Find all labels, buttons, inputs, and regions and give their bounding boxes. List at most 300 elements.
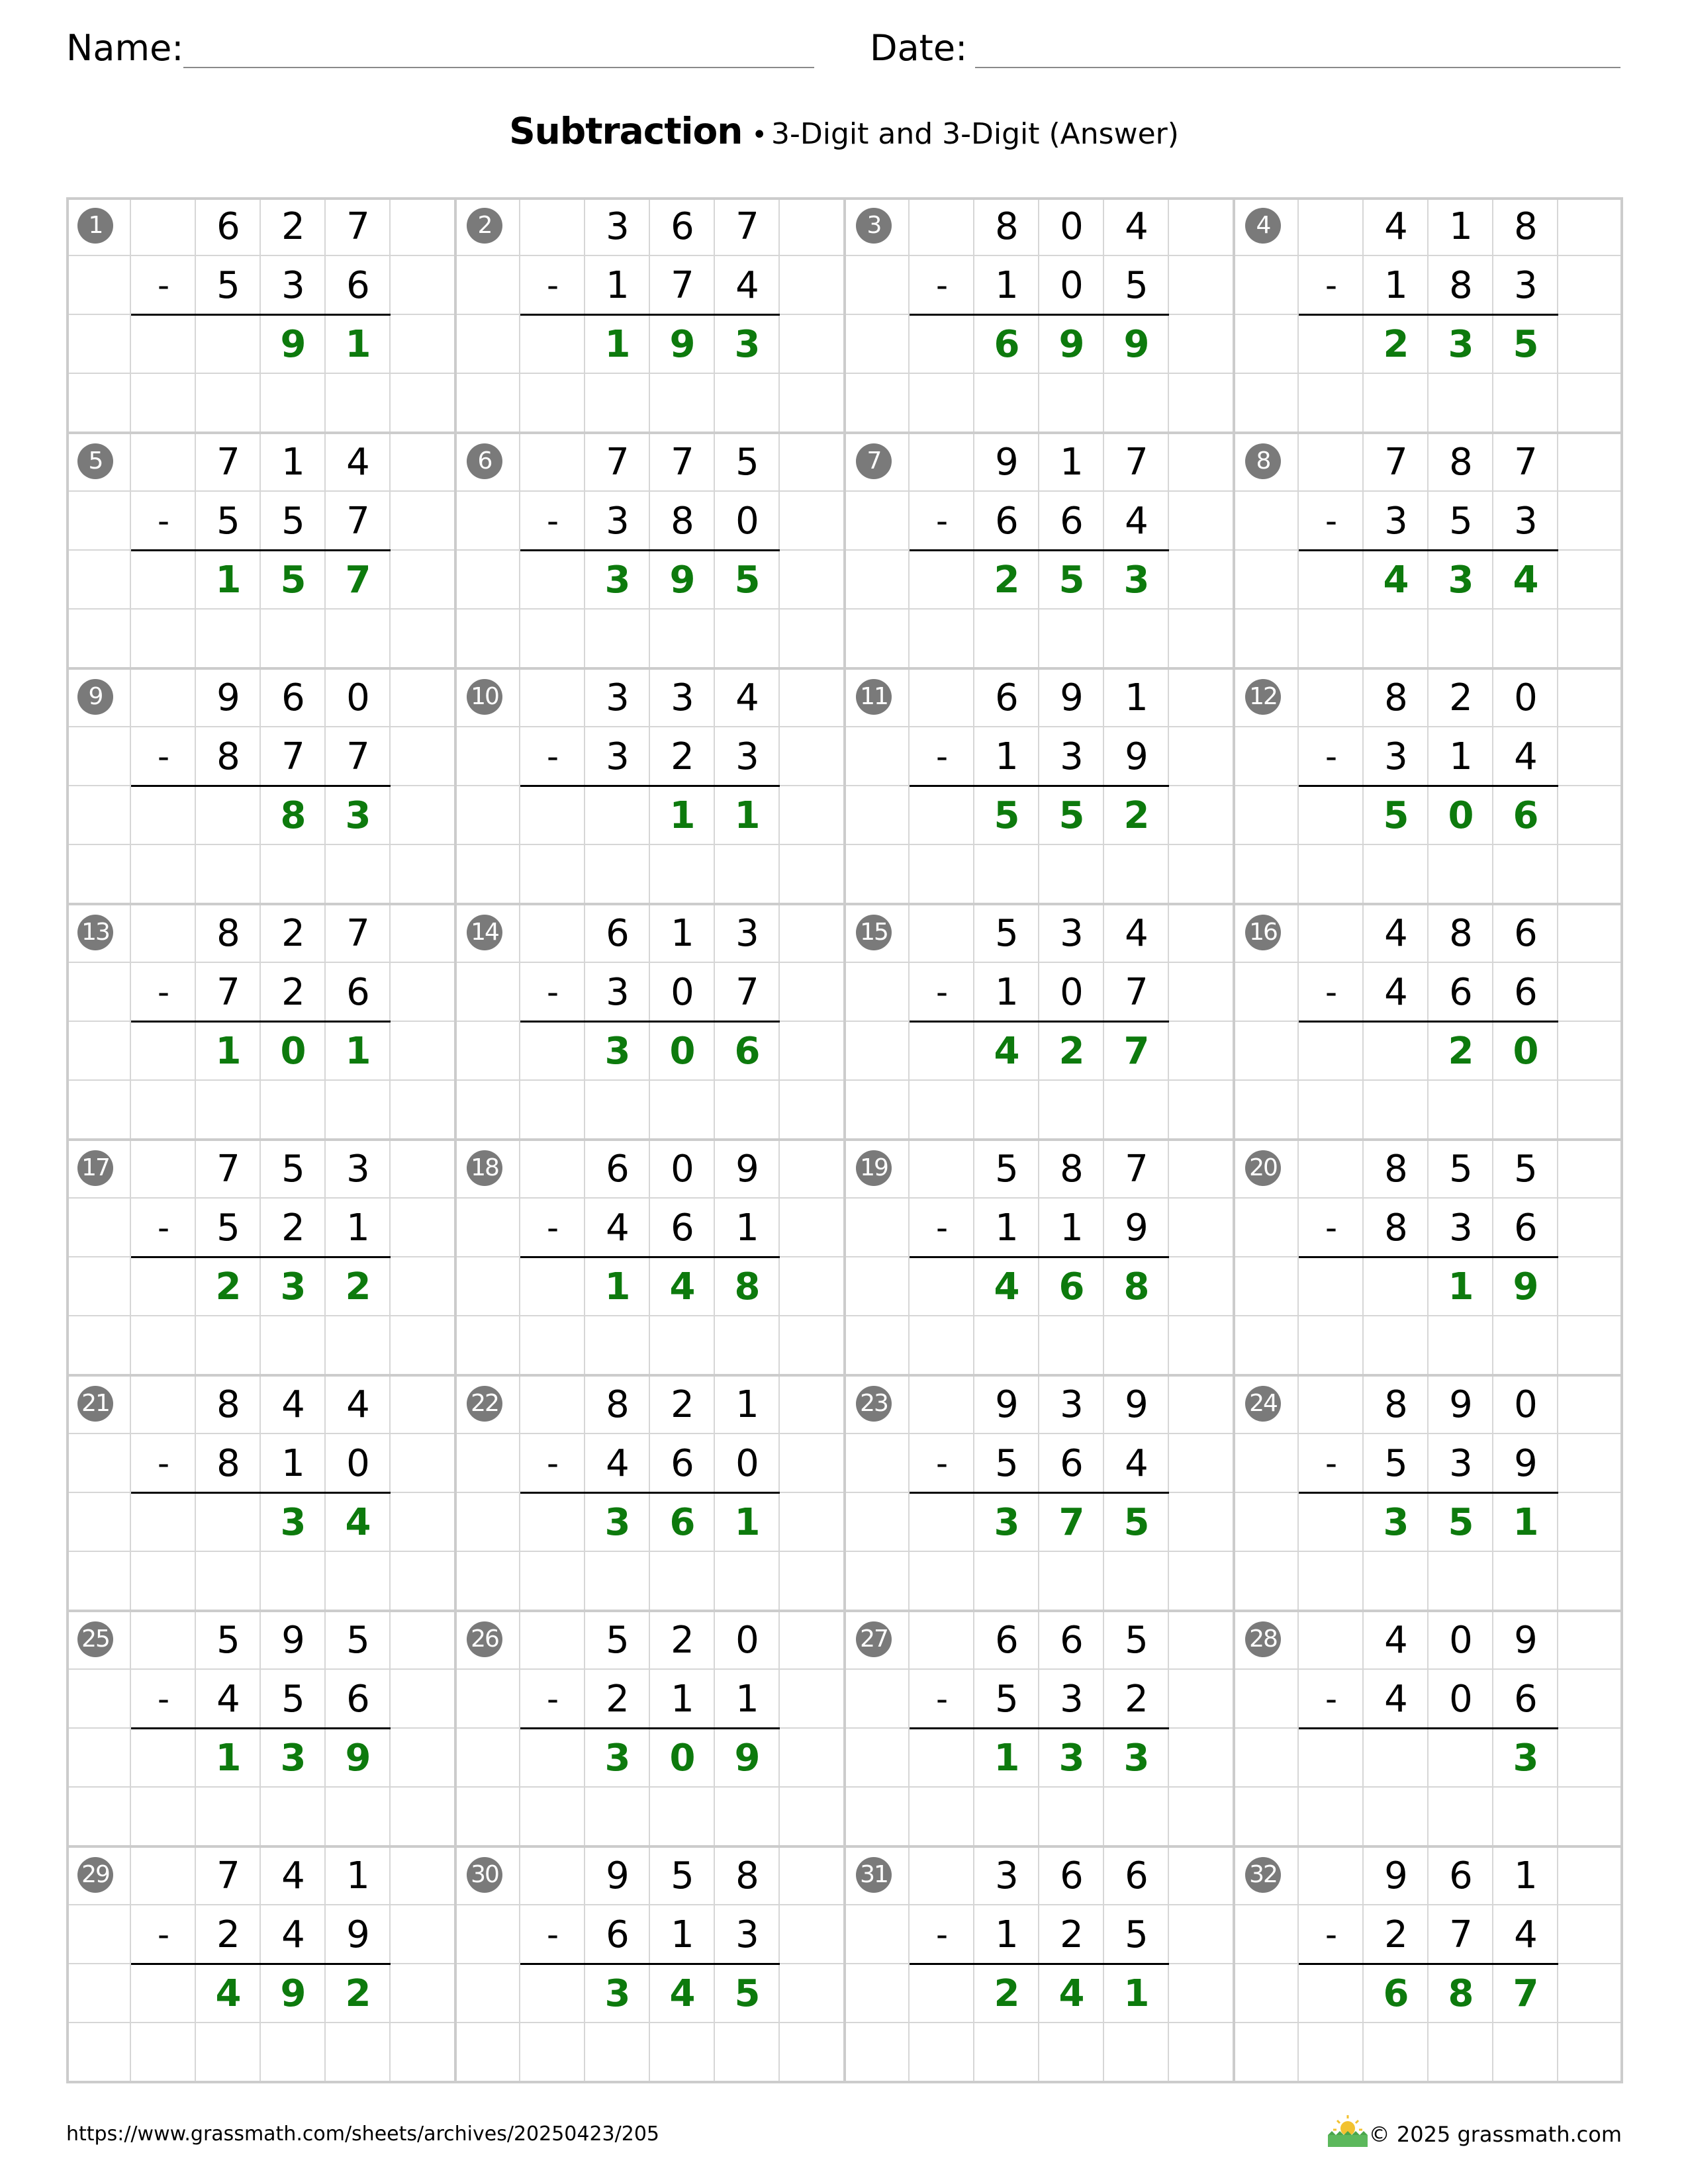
- minuend-digit: 6: [216, 205, 240, 248]
- minuend-digit: 9: [281, 1619, 305, 1662]
- subtrahend-digit: 7: [216, 971, 240, 1014]
- answer-digit: 4: [345, 1501, 371, 1544]
- subtrahend-digit: 1: [995, 1913, 1019, 1956]
- minuend-digit: 8: [995, 205, 1019, 248]
- minuend-digit: 7: [735, 205, 759, 248]
- problem-number-badge: 10: [467, 679, 502, 715]
- answer-digit: 6: [669, 1501, 696, 1544]
- minuend-digit: 3: [995, 1854, 1019, 1897]
- minuend-digit: 5: [346, 1619, 370, 1662]
- answer-digit: 9: [345, 1737, 371, 1780]
- subtrahend-digit: 2: [1125, 1678, 1149, 1721]
- problem-1: [66, 197, 455, 433]
- problem-11: [845, 668, 1234, 904]
- problem-number-badge: 30: [467, 1857, 502, 1893]
- subtrahend-digit: 3: [1060, 735, 1084, 778]
- subtrahend-digit: 8: [671, 500, 694, 543]
- subtrahend-digit: 8: [1384, 1206, 1408, 1250]
- problem-26: [455, 1611, 845, 1846]
- minuend-digit: 7: [346, 912, 370, 955]
- minuend-digit: 4: [1125, 912, 1149, 955]
- answer-digit: 0: [669, 1030, 696, 1073]
- answer-digit: 1: [669, 794, 696, 837]
- minuend-digit: 8: [1449, 912, 1473, 955]
- subtrahend-digit: 1: [281, 1442, 305, 1485]
- minus-sign: -: [157, 1444, 170, 1482]
- minuend-digit: 5: [671, 1854, 694, 1897]
- minuend-digit: 4: [1384, 912, 1408, 955]
- minuend-digit: 7: [1125, 441, 1149, 484]
- subtrahend-digit: 2: [1384, 1913, 1408, 1956]
- minuend-digit: 5: [1514, 1148, 1538, 1191]
- minuend-digit: 6: [995, 676, 1019, 719]
- minuend-digit: 2: [1449, 676, 1473, 719]
- subtrahend-digit: 4: [1125, 500, 1149, 543]
- answer-digit: 4: [215, 1972, 242, 2015]
- subtrahend-digit: 8: [1449, 264, 1473, 307]
- minuend-digit: 6: [671, 205, 694, 248]
- subtrahend-digit: 3: [1449, 1442, 1473, 1485]
- subtrahend-digit: 7: [281, 735, 305, 778]
- subtrahend-digit: 3: [1384, 500, 1408, 543]
- problem-number-badge: 27: [856, 1621, 892, 1657]
- subtrahend-digit: 1: [995, 264, 1019, 307]
- subtrahend-digit: 0: [671, 971, 694, 1014]
- minus-sign: -: [157, 1208, 170, 1247]
- answer-digit: 3: [604, 1030, 631, 1073]
- answer-digit: 3: [345, 794, 371, 837]
- minuend-digit: 5: [995, 1148, 1019, 1191]
- minuend-digit: 7: [216, 441, 240, 484]
- name-underline: [183, 67, 814, 68]
- answer-digit: 5: [734, 1972, 761, 2015]
- answer-digit: 3: [734, 323, 761, 366]
- answer-digit: 9: [669, 559, 696, 602]
- title-main: Subtraction: [509, 110, 743, 152]
- answer-digit: 0: [1513, 1030, 1539, 1073]
- minuend-digit: 9: [995, 1383, 1019, 1426]
- minus-sign: -: [546, 1444, 559, 1482]
- subtrahend-digit: 3: [1449, 1206, 1473, 1250]
- minuend-digit: 4: [1384, 1619, 1408, 1662]
- subtrahend-digit: 3: [606, 735, 630, 778]
- problem-27: [845, 1611, 1234, 1846]
- subtrahend-digit: 7: [1125, 971, 1149, 1014]
- answer-digit: 8: [280, 794, 306, 837]
- subtrahend-digit: 0: [346, 1442, 370, 1485]
- problem-19: [845, 1140, 1234, 1375]
- subtrahend-digit: 3: [606, 500, 630, 543]
- subtrahend-digit: 6: [346, 971, 370, 1014]
- minuend-digit: 4: [346, 441, 370, 484]
- minuend-digit: 0: [1060, 205, 1084, 248]
- answer-digit: 3: [1448, 323, 1474, 366]
- minuend-digit: 7: [1384, 441, 1408, 484]
- subtrahend-digit: 1: [995, 971, 1019, 1014]
- subtrahend-digit: 2: [1060, 1913, 1084, 1956]
- minuend-digit: 3: [606, 205, 630, 248]
- subtrahend-digit: 4: [1514, 1913, 1538, 1956]
- answer-digit: 2: [1123, 794, 1150, 837]
- minus-sign: -: [1325, 266, 1338, 304]
- minuend-digit: 3: [1060, 1383, 1084, 1426]
- minuend-digit: 0: [346, 676, 370, 719]
- problem-number-badge: 5: [77, 443, 113, 479]
- minuend-digit: 6: [1060, 1619, 1084, 1662]
- answer-digit: 2: [215, 1265, 242, 1308]
- minuend-digit: 3: [346, 1148, 370, 1191]
- problem-number-badge: 19: [856, 1150, 892, 1186]
- minuend-digit: 5: [995, 912, 1019, 955]
- answer-digit: 3: [604, 1972, 631, 2015]
- answer-digit: 3: [1513, 1737, 1539, 1780]
- minus-sign: -: [1325, 973, 1338, 1011]
- minuend-digit: 6: [1514, 912, 1538, 955]
- subtrahend-digit: 1: [671, 1913, 694, 1956]
- minuend-digit: 9: [1514, 1619, 1538, 1662]
- date-label: Date:: [870, 27, 968, 69]
- subtrahend-digit: 1: [995, 1206, 1019, 1250]
- problem-10: [455, 668, 845, 904]
- minuend-digit: 1: [1060, 441, 1084, 484]
- subtrahend-digit: 3: [1514, 500, 1538, 543]
- problem-20: [1234, 1140, 1623, 1375]
- minus-sign: -: [1325, 502, 1338, 540]
- minuend-digit: 2: [671, 1383, 694, 1426]
- answer-digit: 2: [1058, 1030, 1085, 1073]
- subtrahend-digit: 8: [216, 735, 240, 778]
- problem-number-badge: 6: [467, 443, 502, 479]
- subtrahend-digit: 5: [216, 1206, 240, 1250]
- subtrahend-digit: 2: [216, 1913, 240, 1956]
- problem-number-badge: 32: [1245, 1857, 1281, 1893]
- minuend-digit: 3: [606, 676, 630, 719]
- subtrahend-digit: 6: [995, 500, 1019, 543]
- minuend-digit: 6: [606, 1148, 630, 1191]
- minuend-digit: 7: [606, 441, 630, 484]
- subtrahend-digit: 9: [1125, 735, 1149, 778]
- subtrahend-digit: 1: [1060, 1206, 1084, 1250]
- problem-number-badge: 28: [1245, 1621, 1281, 1657]
- answer-digit: 9: [1058, 323, 1085, 366]
- minuend-digit: 1: [1514, 1854, 1538, 1897]
- subtrahend-digit: 6: [1514, 1678, 1538, 1721]
- subtrahend-digit: 4: [735, 264, 759, 307]
- subtrahend-digit: 5: [281, 500, 305, 543]
- answer-digit: 3: [280, 1737, 306, 1780]
- problem-3: [845, 197, 1234, 433]
- minus-sign: -: [935, 1444, 949, 1482]
- answer-digit: 9: [734, 1737, 761, 1780]
- subtrahend-digit: 7: [1449, 1913, 1473, 1956]
- minus-sign: -: [157, 737, 170, 776]
- subtrahend-digit: 4: [606, 1442, 630, 1485]
- minuend-digit: 7: [216, 1148, 240, 1191]
- answer-digit: 7: [1123, 1030, 1150, 1073]
- answer-digit: 5: [734, 559, 761, 602]
- subtrahend-digit: 5: [1125, 1913, 1149, 1956]
- minus-sign: -: [1325, 1680, 1338, 1718]
- subtrahend-digit: 3: [735, 735, 759, 778]
- problem-number-badge: 18: [467, 1150, 502, 1186]
- minuend-digit: 2: [281, 912, 305, 955]
- subtrahend-digit: 4: [216, 1678, 240, 1721]
- subtrahend-digit: 6: [1060, 1442, 1084, 1485]
- minuend-digit: 5: [281, 1148, 305, 1191]
- minus-sign: -: [935, 266, 949, 304]
- minus-sign: -: [546, 266, 559, 304]
- minuend-digit: 2: [281, 205, 305, 248]
- subtrahend-digit: 3: [735, 1913, 759, 1956]
- answer-digit: 1: [604, 323, 631, 366]
- answer-digit: 7: [1058, 1501, 1085, 1544]
- answer-digit: 9: [280, 323, 306, 366]
- answer-digit: 3: [1123, 559, 1150, 602]
- answer-digit: 6: [994, 323, 1020, 366]
- minuend-digit: 1: [1449, 205, 1473, 248]
- subtrahend-digit: 5: [995, 1678, 1019, 1721]
- minus-sign: -: [1325, 1444, 1338, 1482]
- problem-number-badge: 31: [856, 1857, 892, 1893]
- problem-number-badge: 23: [856, 1386, 892, 1422]
- answer-digit: 5: [1448, 1501, 1474, 1544]
- minuend-digit: 5: [216, 1619, 240, 1662]
- minuend-digit: 9: [735, 1148, 759, 1191]
- problem-number-badge: 7: [856, 443, 892, 479]
- problem-12: [1234, 668, 1623, 904]
- answer-digit: 4: [994, 1030, 1020, 1073]
- subtrahend-digit: 4: [1384, 971, 1408, 1014]
- name-label: Name:: [66, 27, 184, 69]
- subtrahend-digit: 0: [735, 1442, 759, 1485]
- minuend-digit: 6: [281, 676, 305, 719]
- minuend-digit: 4: [1384, 205, 1408, 248]
- problem-18: [455, 1140, 845, 1375]
- minuend-digit: 7: [1514, 441, 1538, 484]
- subtrahend-digit: 0: [1449, 1678, 1473, 1721]
- problem-13: [66, 904, 455, 1140]
- minuend-digit: 1: [1125, 676, 1149, 719]
- minus-sign: -: [157, 502, 170, 540]
- problem-17: [66, 1140, 455, 1375]
- subtrahend-digit: 1: [606, 264, 630, 307]
- subtrahend-digit: 6: [1514, 971, 1538, 1014]
- minuend-digit: 9: [606, 1854, 630, 1897]
- subtrahend-digit: 4: [281, 1913, 305, 1956]
- problem-9: [66, 668, 455, 904]
- minuend-digit: 8: [1060, 1148, 1084, 1191]
- problem-number-badge: 25: [77, 1621, 113, 1657]
- problem-16: [1234, 904, 1623, 1140]
- problem-number-badge: 11: [856, 679, 892, 715]
- title-separator: •: [751, 120, 768, 150]
- minuend-digit: 4: [1125, 205, 1149, 248]
- footer-copyright: © 2025 grassmath.com: [1368, 2122, 1622, 2147]
- minuend-digit: 7: [1125, 1148, 1149, 1191]
- problem-8: [1234, 433, 1623, 668]
- subtrahend-digit: 8: [216, 1442, 240, 1485]
- minus-sign: -: [1325, 737, 1338, 776]
- subtrahend-digit: 3: [1514, 264, 1538, 307]
- minuend-digit: 7: [216, 1854, 240, 1897]
- subtrahend-digit: 9: [1514, 1442, 1538, 1485]
- subtrahend-digit: 6: [606, 1913, 630, 1956]
- subtrahend-digit: 1: [346, 1206, 370, 1250]
- subtrahend-digit: 2: [281, 971, 305, 1014]
- minuend-digit: 9: [216, 676, 240, 719]
- minuend-digit: 3: [671, 676, 694, 719]
- subtrahend-digit: 1: [1449, 735, 1473, 778]
- minuend-digit: 8: [1384, 1383, 1408, 1426]
- minuend-digit: 0: [671, 1148, 694, 1191]
- minuend-digit: 6: [1060, 1854, 1084, 1897]
- minus-sign: -: [546, 973, 559, 1011]
- subtrahend-digit: 9: [1125, 1206, 1149, 1250]
- subtrahend-digit: 6: [671, 1442, 694, 1485]
- subtrahend-digit: 7: [346, 500, 370, 543]
- minuend-digit: 4: [281, 1383, 305, 1426]
- minuend-digit: 1: [281, 441, 305, 484]
- minuend-digit: 1: [735, 1383, 759, 1426]
- answer-digit: 1: [1448, 1265, 1474, 1308]
- problem-5: [66, 433, 455, 668]
- answer-digit: 9: [1123, 323, 1150, 366]
- subtrahend-digit: 6: [346, 1678, 370, 1721]
- answer-digit: 4: [1513, 559, 1539, 602]
- worksheet-title: [0, 105, 1688, 167]
- answer-digit: 3: [604, 1501, 631, 1544]
- subtrahend-digit: 6: [671, 1206, 694, 1250]
- subtrahend-digit: 7: [735, 971, 759, 1014]
- problem-number-badge: 9: [77, 679, 113, 715]
- subtrahend-digit: 5: [281, 1678, 305, 1721]
- minuend-digit: 3: [1060, 912, 1084, 955]
- problem-number-badge: 4: [1245, 208, 1281, 244]
- subtrahend-digit: 5: [1449, 500, 1473, 543]
- minuend-digit: 9: [1449, 1383, 1473, 1426]
- answer-digit: 1: [1123, 1972, 1150, 2015]
- problem-number-badge: 21: [77, 1386, 113, 1422]
- minuend-digit: 6: [1449, 1854, 1473, 1897]
- answer-digit: 1: [215, 559, 242, 602]
- answer-digit: 1: [345, 323, 371, 366]
- minus-sign: -: [157, 973, 170, 1011]
- minuend-digit: 5: [735, 441, 759, 484]
- subtrahend-digit: 9: [346, 1913, 370, 1956]
- minuend-digit: 8: [1514, 205, 1538, 248]
- problem-number-badge: 24: [1245, 1386, 1281, 1422]
- answer-digit: 7: [345, 559, 371, 602]
- answer-digit: 4: [1058, 1972, 1085, 2015]
- subtrahend-digit: 1: [671, 1678, 694, 1721]
- problem-14: [455, 904, 845, 1140]
- minus-sign: -: [935, 1208, 949, 1247]
- answer-digit: 2: [1383, 323, 1409, 366]
- minus-sign: -: [157, 266, 170, 304]
- minuend-digit: 9: [1060, 676, 1084, 719]
- answer-digit: 3: [994, 1501, 1020, 1544]
- answer-digit: 4: [669, 1265, 696, 1308]
- answer-digit: 4: [994, 1265, 1020, 1308]
- minuend-digit: 0: [1449, 1619, 1473, 1662]
- subtrahend-digit: 0: [1060, 971, 1084, 1014]
- subtrahend-digit: 1: [735, 1678, 759, 1721]
- problem-number-badge: 14: [467, 915, 502, 950]
- answer-digit: 5: [1123, 1501, 1150, 1544]
- subtrahend-digit: 2: [606, 1678, 630, 1721]
- problem-7: [845, 433, 1234, 668]
- subtrahend-digit: 3: [1060, 1678, 1084, 1721]
- subtrahend-digit: 5: [1125, 264, 1149, 307]
- problem-number-badge: 3: [856, 208, 892, 244]
- problem-number-badge: 29: [77, 1857, 113, 1893]
- subtrahend-digit: 4: [1125, 1442, 1149, 1485]
- answer-digit: 9: [280, 1972, 306, 2015]
- minuend-digit: 0: [1514, 1383, 1538, 1426]
- minuend-digit: 7: [346, 205, 370, 248]
- subtrahend-digit: 3: [606, 971, 630, 1014]
- answer-digit: 1: [604, 1265, 631, 1308]
- minus-sign: -: [935, 1915, 949, 1954]
- problem-grid: [66, 197, 1623, 2083]
- minus-sign: -: [1325, 1915, 1338, 1954]
- minuend-digit: 9: [1384, 1854, 1408, 1897]
- answer-digit: 6: [1058, 1265, 1085, 1308]
- problem-number-badge: 17: [77, 1150, 113, 1186]
- subtrahend-digit: 5: [995, 1442, 1019, 1485]
- minuend-digit: 4: [346, 1383, 370, 1426]
- answer-digit: 5: [1383, 794, 1409, 837]
- minus-sign: -: [935, 502, 949, 540]
- minuend-digit: 8: [216, 1383, 240, 1426]
- answer-digit: 1: [734, 794, 761, 837]
- answer-digit: 2: [994, 1972, 1020, 2015]
- minuend-digit: 9: [995, 441, 1019, 484]
- subtrahend-digit: 0: [1060, 264, 1084, 307]
- subtrahend-digit: 4: [1514, 735, 1538, 778]
- minus-sign: -: [935, 737, 949, 776]
- answer-digit: 1: [994, 1737, 1020, 1780]
- problem-number-badge: 20: [1245, 1150, 1281, 1186]
- answer-digit: 8: [1448, 1972, 1474, 2015]
- subtrahend-digit: 5: [216, 500, 240, 543]
- subtrahend-digit: 6: [1449, 971, 1473, 1014]
- answer-digit: 3: [604, 559, 631, 602]
- minuend-digit: 4: [735, 676, 759, 719]
- grass-sun-logo-icon: [1324, 2113, 1372, 2150]
- minuend-digit: 0: [735, 1619, 759, 1662]
- problem-number-badge: 12: [1245, 679, 1281, 715]
- problem-6: [455, 433, 845, 668]
- minuend-digit: 1: [346, 1854, 370, 1897]
- subtrahend-digit: 5: [216, 264, 240, 307]
- answer-digit: 1: [1513, 1501, 1539, 1544]
- answer-digit: 3: [280, 1501, 306, 1544]
- answer-digit: 9: [669, 323, 696, 366]
- problem-number-badge: 13: [77, 915, 113, 950]
- answer-digit: 2: [994, 559, 1020, 602]
- problem-number-badge: 1: [77, 208, 113, 244]
- minus-sign: -: [546, 1680, 559, 1718]
- minus-sign: -: [935, 1680, 949, 1718]
- minuend-digit: 8: [1384, 1148, 1408, 1191]
- minuend-digit: 9: [1125, 1383, 1149, 1426]
- answer-digit: 6: [734, 1030, 761, 1073]
- problem-21: [66, 1375, 455, 1611]
- subtrahend-digit: 4: [1384, 1678, 1408, 1721]
- minuend-digit: 8: [1449, 441, 1473, 484]
- minuend-digit: 8: [1384, 676, 1408, 719]
